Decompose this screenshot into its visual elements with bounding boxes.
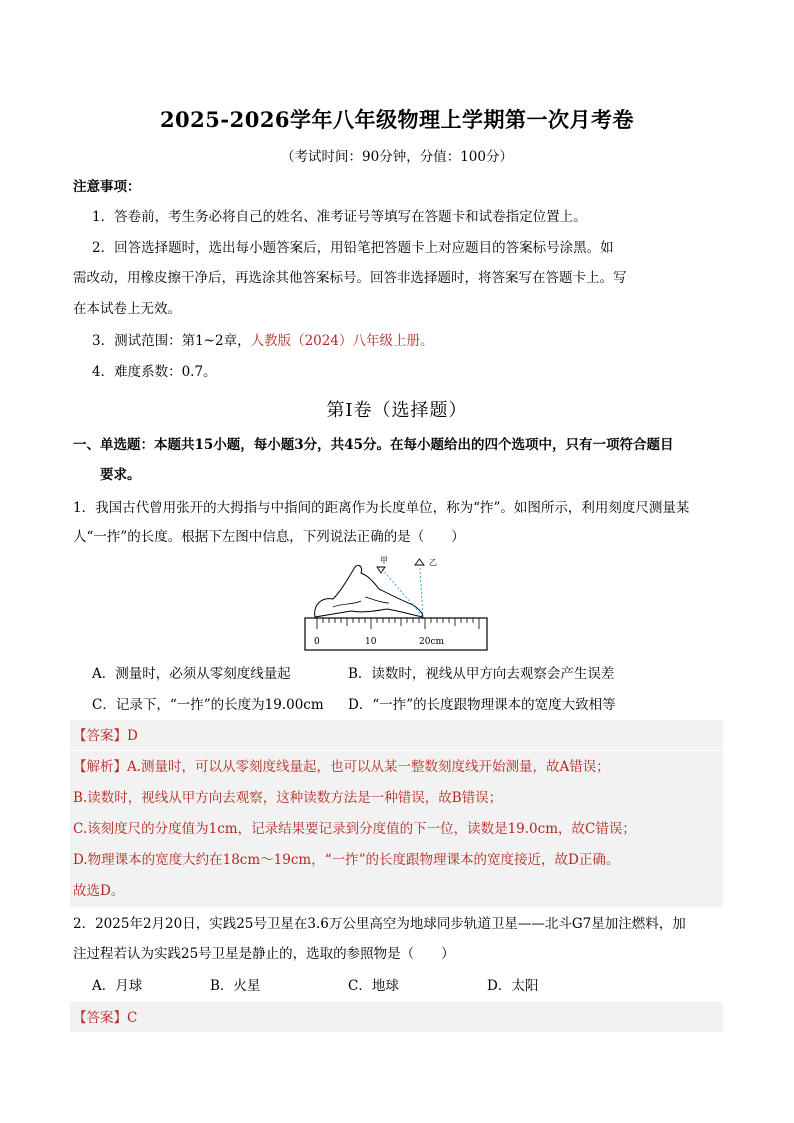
q2-option-a: A．月球 xyxy=(92,978,143,994)
q1-analysis-line1: 【解析】A.测量时，可以从零刻度线量起，也可以从某一整数刻度线开始测量，故A错误； xyxy=(73,759,610,775)
note-item-3-scope: 人教版（2024）八年级上册。 xyxy=(250,333,434,349)
tick-label-0: 0 xyxy=(314,637,320,647)
label-yi: 乙 xyxy=(429,558,437,567)
hand-ruler-figure xyxy=(303,553,489,653)
notes-heading: 注意事项： xyxy=(73,179,141,195)
ruler-body xyxy=(305,618,487,650)
note-item-2-line2: 需改动，用橡皮擦干净后，再选涂其他答案标号。回答非选择题时，将答案写在答题卡上。写 xyxy=(73,270,627,286)
q1-answer-box xyxy=(70,720,723,750)
exam-title: 2025-2026学年八年级物理上学期第一次月考卷 xyxy=(159,107,635,132)
q1-analysis-line4: D.物理课本的宽度大约在18cm～19cm，“一拃”的长度跟物理课本的宽度接近，故D正确。 xyxy=(73,852,620,868)
sight-line-yi xyxy=(420,568,423,617)
note-item-3 xyxy=(92,331,433,351)
note-item-2-line3: 在本试卷上无效。 xyxy=(73,301,181,317)
q1-stem-line2: 人“一拃”的长度。根据下左图中信息，下列说法正确的是（ ） xyxy=(73,529,465,545)
note-item-4: 4．难度系数：0.7。 xyxy=(92,364,217,380)
section-heading-line1: 一、单选题：本题共15小题，每小题3分，共45分。在每小题给出的四个选项中，只有一项符合题目 xyxy=(73,437,674,453)
q1-answer: 【答案】D xyxy=(73,728,138,744)
q2-stem-line1: 2．2025年2月20日，实践25号卫星在3.6万公里高空为地球同步轨道卫星——北斗G7星加注燃料，加 xyxy=(73,916,686,932)
exam-subtitle: （考试时间：90分钟，分值：100分） xyxy=(281,149,513,165)
q1-option-b: B．读数时，视线从甲方向去观察会产生误差 xyxy=(348,666,615,682)
eye-yi-icon xyxy=(415,559,424,565)
q1-option-d: D．“一拃”的长度跟物理课本的宽度大致相等 xyxy=(348,697,616,713)
tick-label-10: 10 xyxy=(365,637,377,647)
q2-option-c: C．地球 xyxy=(348,978,399,994)
q1-analysis-line3: C.该刻度尺的分度值为1cm，记录结果要记录到分度值的下一位，读数是19.0cm，故C错误； xyxy=(73,821,636,837)
q2-option-d: D．太阳 xyxy=(487,978,539,994)
section-title: 第Ⅰ卷（选择题） xyxy=(326,400,468,421)
q2-stem-line2: 注过程若认为实践25号卫星是静止的，选取的参照物是（ ） xyxy=(73,946,455,962)
q1-analysis-line5: 故选D。 xyxy=(73,883,125,899)
q2-answer-box xyxy=(70,1002,723,1032)
tick-label-20cm: 20cm xyxy=(419,637,445,647)
q1-option-c: C．记录下，“一拃”的长度为19.00cm xyxy=(92,697,324,713)
eye-jia-icon xyxy=(377,567,385,573)
q1-stem-line1: 1．我国古代曾用张开的大拇指与中指间的距离作为长度单位，称为“拃”。如图所示，利用刻度尺测量某 xyxy=(73,500,690,516)
q2-option-b: B．火星 xyxy=(210,978,261,994)
section-heading-line2: 要求。 xyxy=(100,467,141,483)
q1-analysis-line2: B.读数时，视线从甲方向去观察，这种读数方法是一种错误，故B错误； xyxy=(73,790,503,806)
q1-option-a: A．测量时，必须从零刻度线量起 xyxy=(92,666,291,682)
note-item-2-line1: 2．回答选择题时，选出每小题答案后，用铅笔把答题卡上对应题目的答案标号涂黑。如 xyxy=(92,240,614,256)
hand-outline xyxy=(315,565,423,617)
label-jia: 甲 xyxy=(380,556,388,565)
note-item-1: 1．答卷前，考生务必将自己的姓名、准考证号等填写在答题卡和试卷指定位置上。 xyxy=(92,209,587,225)
note-item-3-prefix: 3．测试范围：第1~2章， xyxy=(92,333,251,349)
q2-answer: 【答案】C xyxy=(73,1010,138,1026)
